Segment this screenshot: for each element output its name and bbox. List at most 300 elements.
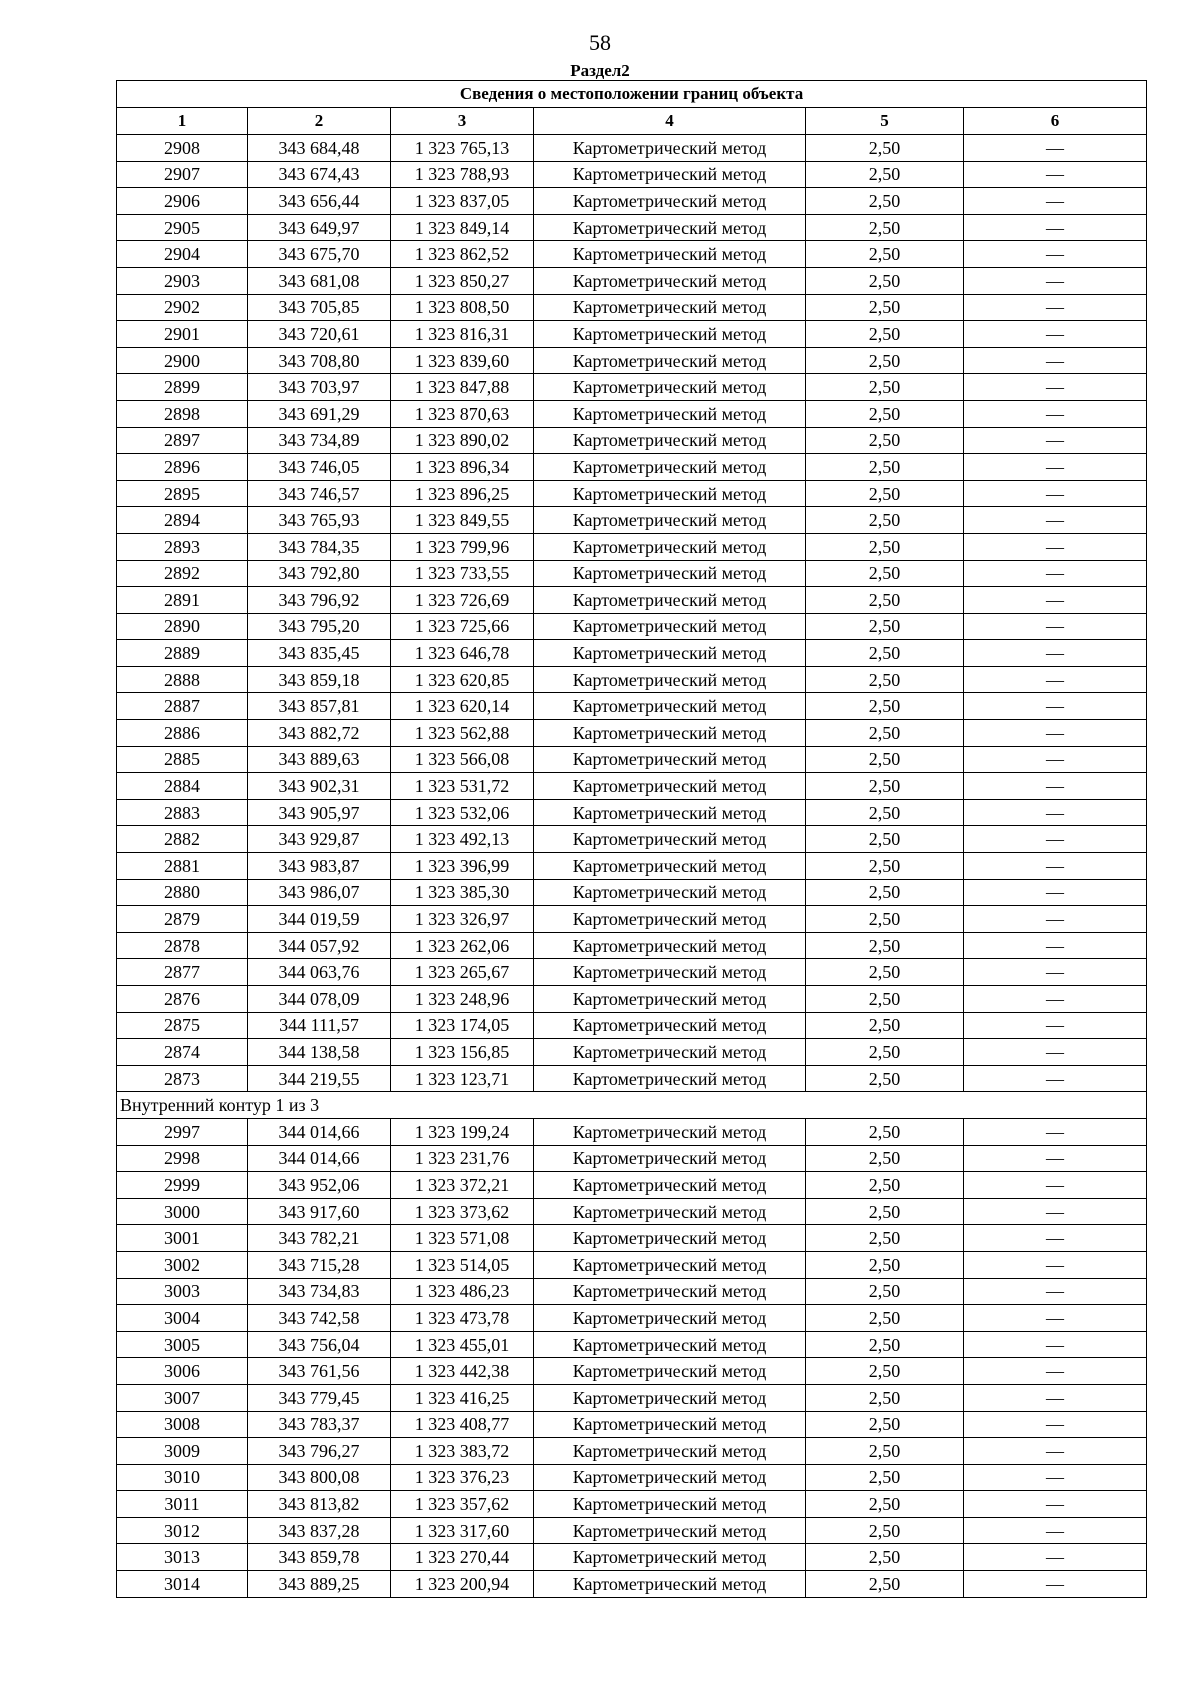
accuracy-cell: 2,50 (806, 986, 964, 1013)
point-number-cell: 3006 (117, 1358, 248, 1385)
notes-cell: — (964, 1145, 1147, 1172)
coordinate-x-cell: 343 734,83 (248, 1278, 391, 1305)
coordinate-x-cell: 344 078,09 (248, 986, 391, 1013)
coordinate-y-cell: 1 323 200,94 (391, 1571, 534, 1598)
coordinate-y-cell: 1 323 726,69 (391, 587, 534, 614)
notes-cell: — (964, 1411, 1147, 1438)
coordinate-y-cell: 1 323 788,93 (391, 161, 534, 188)
coordinate-x-cell: 343 761,56 (248, 1358, 391, 1385)
table-row (117, 560, 1147, 587)
point-number-cell: 2893 (117, 533, 248, 560)
notes-cell: — (964, 400, 1147, 427)
table-row (117, 1278, 1147, 1305)
notes-cell: — (964, 214, 1147, 241)
coordinate-x-cell: 343 765,93 (248, 507, 391, 534)
accuracy-cell: 2,50 (806, 799, 964, 826)
coordinate-x-cell: 343 783,37 (248, 1411, 391, 1438)
accuracy-cell: 2,50 (806, 826, 964, 853)
determination-method-cell: Картометрический метод (534, 480, 806, 507)
coordinate-y-cell: 1 323 376,23 (391, 1464, 534, 1491)
notes-cell: — (964, 720, 1147, 747)
accuracy-cell: 2,50 (806, 1384, 964, 1411)
coordinate-y-cell: 1 323 839,60 (391, 347, 534, 374)
coordinate-y-cell: 1 323 849,14 (391, 214, 534, 241)
point-number-cell: 2896 (117, 454, 248, 481)
accuracy-cell: 2,50 (806, 746, 964, 773)
notes-cell: — (964, 1544, 1147, 1571)
table-row (117, 1491, 1147, 1518)
coordinate-x-cell: 344 014,66 (248, 1145, 391, 1172)
table-row (117, 294, 1147, 321)
coordinate-x-cell: 343 746,05 (248, 454, 391, 481)
table-row (117, 161, 1147, 188)
table-row (117, 640, 1147, 667)
notes-cell: — (964, 347, 1147, 374)
coordinate-x-cell: 343 792,80 (248, 560, 391, 587)
notes-cell: — (964, 267, 1147, 294)
point-number-cell: 2876 (117, 986, 248, 1013)
coordinate-y-cell: 1 323 396,99 (391, 853, 534, 880)
point-number-cell: 3010 (117, 1464, 248, 1491)
determination-method-cell: Картометрический метод (534, 1331, 806, 1358)
determination-method-cell: Картометрический метод (534, 267, 806, 294)
contour-label-row (117, 1092, 1147, 1119)
accuracy-cell: 2,50 (806, 773, 964, 800)
table-row (117, 480, 1147, 507)
point-number-cell: 2891 (117, 587, 248, 614)
table-row (117, 374, 1147, 401)
notes-cell: — (964, 613, 1147, 640)
point-number-cell: 3014 (117, 1571, 248, 1598)
notes-cell: — (964, 1198, 1147, 1225)
point-number-cell: 2904 (117, 241, 248, 268)
accuracy-cell: 2,50 (806, 666, 964, 693)
coordinate-x-cell: 343 857,81 (248, 693, 391, 720)
determination-method-cell: Картометрический метод (534, 666, 806, 693)
table-row (117, 1411, 1147, 1438)
accuracy-cell: 2,50 (806, 932, 964, 959)
coordinate-x-cell: 343 889,63 (248, 746, 391, 773)
point-number-cell: 2901 (117, 321, 248, 348)
coordinate-x-cell: 343 859,18 (248, 666, 391, 693)
point-number-cell: 2898 (117, 400, 248, 427)
notes-cell: — (964, 879, 1147, 906)
table-row (117, 1305, 1147, 1332)
accuracy-cell: 2,50 (806, 347, 964, 374)
notes-cell: — (964, 959, 1147, 986)
determination-method-cell: Картометрический метод (534, 986, 806, 1013)
coordinate-y-cell: 1 323 265,67 (391, 959, 534, 986)
accuracy-cell: 2,50 (806, 1358, 964, 1385)
coordinate-x-cell: 344 019,59 (248, 906, 391, 933)
coordinate-x-cell: 343 917,60 (248, 1198, 391, 1225)
accuracy-cell: 2,50 (806, 533, 964, 560)
table-row (117, 1384, 1147, 1411)
table-row (117, 773, 1147, 800)
coordinate-y-cell: 1 323 262,06 (391, 932, 534, 959)
point-number-cell: 3000 (117, 1198, 248, 1225)
determination-method-cell: Картометрический метод (534, 1571, 806, 1598)
notes-cell: — (964, 1305, 1147, 1332)
coordinate-y-cell: 1 323 896,34 (391, 454, 534, 481)
determination-method-cell: Картометрический метод (534, 959, 806, 986)
coordinate-x-cell: 343 983,87 (248, 853, 391, 880)
determination-method-cell: Картометрический метод (534, 1411, 806, 1438)
table-row (117, 321, 1147, 348)
accuracy-cell: 2,50 (806, 454, 964, 481)
coordinate-y-cell: 1 323 357,62 (391, 1491, 534, 1518)
coordinate-y-cell: 1 323 373,62 (391, 1198, 534, 1225)
coordinate-x-cell: 343 813,82 (248, 1491, 391, 1518)
accuracy-cell: 2,50 (806, 879, 964, 906)
coordinate-y-cell: 1 323 850,27 (391, 267, 534, 294)
point-number-cell: 2885 (117, 746, 248, 773)
coordinate-y-cell: 1 323 725,66 (391, 613, 534, 640)
point-number-cell: 2895 (117, 480, 248, 507)
coordinate-x-cell: 343 902,31 (248, 773, 391, 800)
point-number-cell: 2998 (117, 1145, 248, 1172)
notes-cell: — (964, 533, 1147, 560)
table-row (117, 587, 1147, 614)
point-number-cell: 2894 (117, 507, 248, 534)
determination-method-cell: Картометрический метод (534, 640, 806, 667)
accuracy-cell: 2,50 (806, 587, 964, 614)
coordinate-y-cell: 1 323 571,08 (391, 1225, 534, 1252)
point-number-cell: 2884 (117, 773, 248, 800)
accuracy-cell: 2,50 (806, 560, 964, 587)
point-number-cell: 3011 (117, 1491, 248, 1518)
determination-method-cell: Картометрический метод (534, 161, 806, 188)
notes-cell: — (964, 746, 1147, 773)
coordinate-x-cell: 343 720,61 (248, 321, 391, 348)
table-row (117, 1331, 1147, 1358)
coordinate-y-cell: 1 323 733,55 (391, 560, 534, 587)
notes-cell: — (964, 321, 1147, 348)
coordinate-x-cell: 344 014,66 (248, 1118, 391, 1145)
coordinate-x-cell: 343 779,45 (248, 1384, 391, 1411)
table-row (117, 1065, 1147, 1092)
accuracy-cell: 2,50 (806, 959, 964, 986)
accuracy-cell: 2,50 (806, 640, 964, 667)
point-number-cell: 2890 (117, 613, 248, 640)
notes-cell: — (964, 1464, 1147, 1491)
determination-method-cell: Картометрический метод (534, 1517, 806, 1544)
point-number-cell: 2873 (117, 1065, 248, 1092)
notes-cell: — (964, 587, 1147, 614)
coordinate-x-cell: 343 674,43 (248, 161, 391, 188)
coordinate-x-cell: 344 057,92 (248, 932, 391, 959)
coordinate-y-cell: 1 323 408,77 (391, 1411, 534, 1438)
notes-cell: — (964, 986, 1147, 1013)
coordinate-x-cell: 343 796,92 (248, 587, 391, 614)
accuracy-cell: 2,50 (806, 321, 964, 348)
coordinate-y-cell: 1 323 799,96 (391, 533, 534, 560)
notes-cell: — (964, 480, 1147, 507)
accuracy-cell: 2,50 (806, 853, 964, 880)
notes-cell: — (964, 454, 1147, 481)
coordinate-x-cell: 343 715,28 (248, 1251, 391, 1278)
coordinate-y-cell: 1 323 890,02 (391, 427, 534, 454)
notes-cell: — (964, 693, 1147, 720)
table-row (117, 1517, 1147, 1544)
accuracy-cell: 2,50 (806, 480, 964, 507)
point-number-cell: 2888 (117, 666, 248, 693)
table-row (117, 1571, 1147, 1598)
coordinate-x-cell: 343 708,80 (248, 347, 391, 374)
table-row (117, 400, 1147, 427)
accuracy-cell: 2,50 (806, 1544, 964, 1571)
notes-cell: — (964, 1358, 1147, 1385)
determination-method-cell: Картометрический метод (534, 932, 806, 959)
point-number-cell: 2892 (117, 560, 248, 587)
coordinate-x-cell: 344 063,76 (248, 959, 391, 986)
coordinate-x-cell: 343 746,57 (248, 480, 391, 507)
coordinate-y-cell: 1 323 620,14 (391, 693, 534, 720)
table-row (117, 135, 1147, 162)
determination-method-cell: Картометрический метод (534, 1384, 806, 1411)
table-row (117, 986, 1147, 1013)
column-header: 4 (534, 108, 806, 135)
table-row (117, 1012, 1147, 1039)
notes-cell: — (964, 1225, 1147, 1252)
accuracy-cell: 2,50 (806, 1517, 964, 1544)
point-number-cell: 3012 (117, 1517, 248, 1544)
coordinate-y-cell: 1 323 326,97 (391, 906, 534, 933)
determination-method-cell: Картометрический метод (534, 720, 806, 747)
notes-cell: — (964, 1172, 1147, 1199)
table-row (117, 932, 1147, 959)
determination-method-cell: Картометрический метод (534, 1464, 806, 1491)
determination-method-cell: Картометрический метод (534, 799, 806, 826)
notes-cell: — (964, 1251, 1147, 1278)
point-number-cell: 2879 (117, 906, 248, 933)
coordinate-x-cell: 343 905,97 (248, 799, 391, 826)
accuracy-cell: 2,50 (806, 720, 964, 747)
coordinate-y-cell: 1 323 862,52 (391, 241, 534, 268)
point-number-cell: 2907 (117, 161, 248, 188)
accuracy-cell: 2,50 (806, 1278, 964, 1305)
notes-cell: — (964, 161, 1147, 188)
table-row (117, 906, 1147, 933)
coordinate-x-cell: 343 681,08 (248, 267, 391, 294)
accuracy-cell: 2,50 (806, 188, 964, 215)
table-row (117, 1145, 1147, 1172)
determination-method-cell: Картометрический метод (534, 746, 806, 773)
coordinate-y-cell: 1 323 123,71 (391, 1065, 534, 1092)
coordinate-x-cell: 343 952,06 (248, 1172, 391, 1199)
accuracy-cell: 2,50 (806, 400, 964, 427)
notes-cell: — (964, 1039, 1147, 1066)
coordinate-x-cell: 343 684,48 (248, 135, 391, 162)
accuracy-cell: 2,50 (806, 294, 964, 321)
table-row (117, 454, 1147, 481)
accuracy-cell: 2,50 (806, 1464, 964, 1491)
determination-method-cell: Картометрический метод (534, 241, 806, 268)
coordinate-y-cell: 1 323 808,50 (391, 294, 534, 321)
point-number-cell: 2905 (117, 214, 248, 241)
accuracy-cell: 2,50 (806, 135, 964, 162)
point-number-cell: 2900 (117, 347, 248, 374)
table-row (117, 1118, 1147, 1145)
accuracy-cell: 2,50 (806, 507, 964, 534)
accuracy-cell: 2,50 (806, 1145, 964, 1172)
accuracy-cell: 2,50 (806, 1491, 964, 1518)
table-row (117, 1464, 1147, 1491)
coordinate-y-cell: 1 323 199,24 (391, 1118, 534, 1145)
point-number-cell: 3013 (117, 1544, 248, 1571)
notes-cell: — (964, 1012, 1147, 1039)
determination-method-cell: Картометрический метод (534, 879, 806, 906)
coordinate-y-cell: 1 323 492,13 (391, 826, 534, 853)
determination-method-cell: Картометрический метод (534, 347, 806, 374)
accuracy-cell: 2,50 (806, 906, 964, 933)
table-row (117, 188, 1147, 215)
accuracy-cell: 2,50 (806, 1198, 964, 1225)
point-number-cell: 2882 (117, 826, 248, 853)
determination-method-cell: Картометрический метод (534, 1118, 806, 1145)
accuracy-cell: 2,50 (806, 427, 964, 454)
determination-method-cell: Картометрический метод (534, 1198, 806, 1225)
table-row (117, 241, 1147, 268)
notes-cell: — (964, 906, 1147, 933)
point-number-cell: 2908 (117, 135, 248, 162)
point-number-cell: 2903 (117, 267, 248, 294)
determination-method-cell: Картометрический метод (534, 1065, 806, 1092)
determination-method-cell: Картометрический метод (534, 294, 806, 321)
coordinate-y-cell: 1 323 531,72 (391, 773, 534, 800)
determination-method-cell: Картометрический метод (534, 587, 806, 614)
point-number-cell: 3009 (117, 1438, 248, 1465)
determination-method-cell: Картометрический метод (534, 1145, 806, 1172)
point-number-cell: 2878 (117, 932, 248, 959)
coordinate-y-cell: 1 323 372,21 (391, 1172, 534, 1199)
point-number-cell: 2883 (117, 799, 248, 826)
determination-method-cell: Картометрический метод (534, 1544, 806, 1571)
page-number: 58 (589, 30, 611, 55)
table-row (117, 799, 1147, 826)
table-row (117, 720, 1147, 747)
table-row (117, 826, 1147, 853)
coordinate-y-cell: 1 323 174,05 (391, 1012, 534, 1039)
coordinate-y-cell: 1 323 416,25 (391, 1384, 534, 1411)
point-number-cell: 2999 (117, 1172, 248, 1199)
accuracy-cell: 2,50 (806, 267, 964, 294)
determination-method-cell: Картометрический метод (534, 214, 806, 241)
notes-cell: — (964, 374, 1147, 401)
table-row (117, 533, 1147, 560)
coordinate-x-cell: 344 111,57 (248, 1012, 391, 1039)
contour-label: Внутренний контур 1 из 3 (117, 1092, 1147, 1119)
accuracy-cell: 2,50 (806, 1172, 964, 1199)
coordinate-y-cell: 1 323 532,06 (391, 799, 534, 826)
determination-method-cell: Картометрический метод (534, 1305, 806, 1332)
notes-cell: — (964, 1571, 1147, 1598)
point-number-cell: 3008 (117, 1411, 248, 1438)
notes-cell: — (964, 666, 1147, 693)
notes-cell: — (964, 1438, 1147, 1465)
accuracy-cell: 2,50 (806, 1065, 964, 1092)
table-body (117, 135, 1147, 1598)
point-number-cell: 3001 (117, 1225, 248, 1252)
determination-method-cell: Картометрический метод (534, 1278, 806, 1305)
coordinate-y-cell: 1 323 514,05 (391, 1251, 534, 1278)
coordinate-x-cell: 343 929,87 (248, 826, 391, 853)
notes-cell: — (964, 294, 1147, 321)
table-row (117, 1198, 1147, 1225)
notes-cell: — (964, 1517, 1147, 1544)
coordinate-x-cell: 343 675,70 (248, 241, 391, 268)
notes-cell: — (964, 135, 1147, 162)
notes-cell: — (964, 799, 1147, 826)
coordinate-x-cell: 344 219,55 (248, 1065, 391, 1092)
table-row (117, 613, 1147, 640)
point-number-cell: 2899 (117, 374, 248, 401)
accuracy-cell: 2,50 (806, 161, 964, 188)
notes-cell: — (964, 1118, 1147, 1145)
determination-method-cell: Картометрический метод (534, 1012, 806, 1039)
determination-method-cell: Картометрический метод (534, 533, 806, 560)
accuracy-cell: 2,50 (806, 1305, 964, 1332)
notes-cell: — (964, 640, 1147, 667)
accuracy-cell: 2,50 (806, 241, 964, 268)
table-header-row (117, 108, 1147, 135)
point-number-cell: 2881 (117, 853, 248, 880)
coordinate-y-cell: 1 323 847,88 (391, 374, 534, 401)
coordinate-x-cell: 343 742,58 (248, 1305, 391, 1332)
determination-method-cell: Картометрический метод (534, 826, 806, 853)
coordinate-y-cell: 1 323 473,78 (391, 1305, 534, 1332)
table-row (117, 347, 1147, 374)
notes-cell: — (964, 932, 1147, 959)
determination-method-cell: Картометрический метод (534, 613, 806, 640)
coordinate-y-cell: 1 323 248,96 (391, 986, 534, 1013)
coordinate-y-cell: 1 323 442,38 (391, 1358, 534, 1385)
table-row (117, 507, 1147, 534)
coordinate-x-cell: 343 756,04 (248, 1331, 391, 1358)
coordinate-y-cell: 1 323 455,01 (391, 1331, 534, 1358)
notes-cell: — (964, 773, 1147, 800)
coordinate-x-cell: 343 889,25 (248, 1571, 391, 1598)
accuracy-cell: 2,50 (806, 1411, 964, 1438)
determination-method-cell: Картометрический метод (534, 400, 806, 427)
coordinate-y-cell: 1 323 646,78 (391, 640, 534, 667)
table-row (117, 214, 1147, 241)
determination-method-cell: Картометрический метод (534, 906, 806, 933)
coordinate-y-cell: 1 323 486,23 (391, 1278, 534, 1305)
table-row (117, 1358, 1147, 1385)
point-number-cell: 3003 (117, 1278, 248, 1305)
table-row (117, 1544, 1147, 1571)
coordinate-x-cell: 343 795,20 (248, 613, 391, 640)
notes-cell: — (964, 1065, 1147, 1092)
table-caption-row (117, 81, 1147, 108)
coordinate-x-cell: 343 705,85 (248, 294, 391, 321)
notes-cell: — (964, 1491, 1147, 1518)
accuracy-cell: 2,50 (806, 1225, 964, 1252)
coordinate-y-cell: 1 323 156,85 (391, 1039, 534, 1066)
coordinate-y-cell: 1 323 562,88 (391, 720, 534, 747)
table-row (117, 1039, 1147, 1066)
coordinate-x-cell: 343 784,35 (248, 533, 391, 560)
column-header: 1 (117, 108, 248, 135)
point-number-cell: 2875 (117, 1012, 248, 1039)
table-row (117, 427, 1147, 454)
column-header: 5 (806, 108, 964, 135)
determination-method-cell: Картометрический метод (534, 1358, 806, 1385)
table-row (117, 267, 1147, 294)
table-row (117, 693, 1147, 720)
coordinate-x-cell: 343 882,72 (248, 720, 391, 747)
